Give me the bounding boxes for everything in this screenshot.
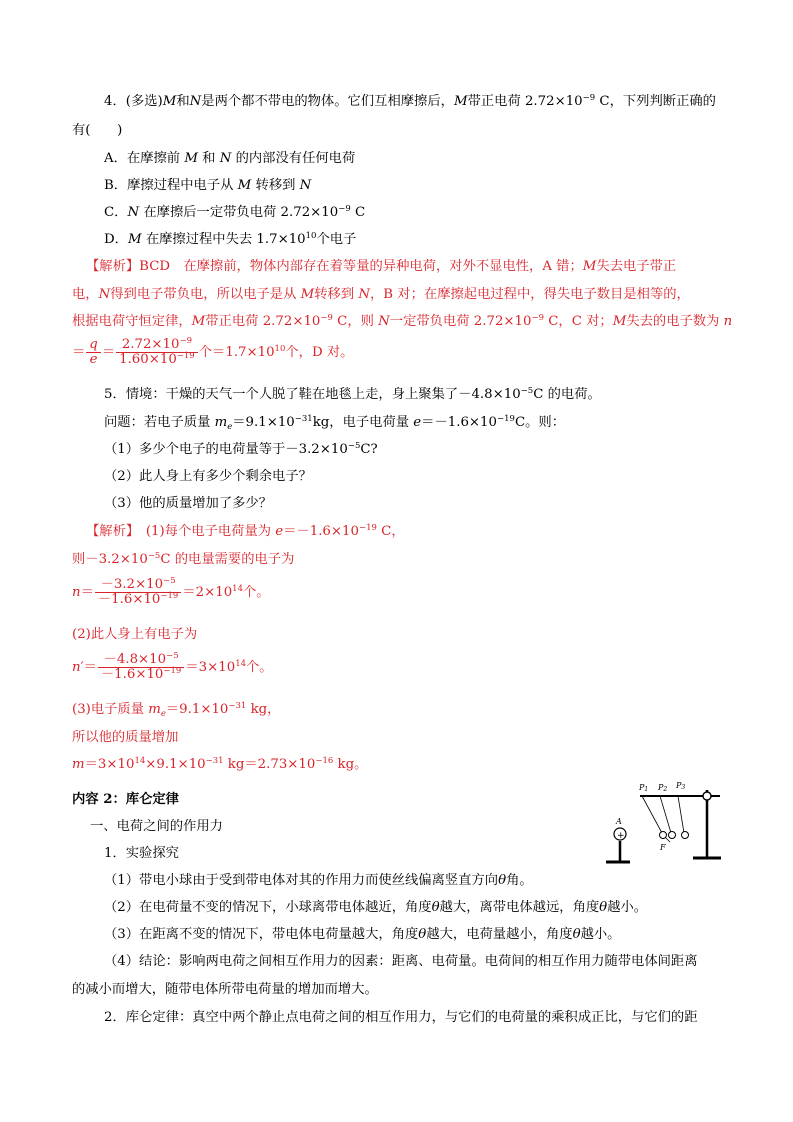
q5-answer-line6: $m=3\times 10^{14}\times 9.1\times 10^{-31}$ $kg=2.73\times 10^{-16}$ kg。 [72, 756, 368, 772]
q4-stem-line2: 有( ) [72, 123, 123, 138]
q5-answer-line5: 所以他的质量增加 [72, 730, 179, 745]
label-p1: P1 [639, 783, 649, 793]
q4-answer-line1: 【解析】BCD 在摩擦前，物体内部存在着等量的异种电荷，对外不显电性，A 错；M失去电子带正 [86, 259, 677, 274]
thread-1 [642, 796, 662, 833]
experiment-conclusion-line2: 的减小而增大，随带电体所带电荷量的增加而增大。 [72, 982, 378, 997]
q4-option-c: C．N 在摩擦后一定带负电荷 $2.72\times 10^{-9}$ C [104, 204, 366, 220]
q5-answer-line2: 则$-3.2\times 10^{-5}C$ 的电量需要的电子为 [72, 551, 295, 567]
experiment-point-1: （1）带电小球由于受到带电体对其的作用力而使丝线偏离竖直方向θ角。 [104, 873, 533, 888]
section-heading-1: 一、电荷之间的作用力 [90, 819, 223, 834]
label-force: F [660, 843, 666, 852]
fraction-charge-over-e: $\frac{2.72\times 10^{-9}}{1.60\times 10^{-19}}$ [116, 338, 198, 367]
section-title: 内容 2：库仑定律 [72, 792, 179, 807]
clamp [703, 792, 711, 800]
q4-option-b: B．摩擦过程中电子从 M 转移到 N [104, 178, 312, 193]
q4-stem-line1: 4．(多选)M和N是两个都不带电的物体。它们互相摩擦后，M带正电荷 $2.72\times 10^{-9}$ C，下列判断正确的 [104, 93, 716, 109]
q5-answer-line3: (2)此人身上有电子为 [72, 627, 198, 642]
experiment-point-2: （2）在电荷量不变的情况下，小球离带电体越近，角度θ越大，离带电体越远，角度θ越小。 [104, 900, 648, 915]
label-a: A [616, 817, 622, 826]
q4-answer-line2: 电，N得到电子带负电，所以电子是从 M转移到 N，B 对；在摩擦起电过程中，得失电子数目是相等的， [72, 287, 690, 302]
label-p2: P2 [658, 783, 668, 793]
q4-answer-line3: 根据电荷守恒定律，M带正电荷 $2.72\times 10^{-9}$ C，则 N一定带负电荷 $2.72\times 10^{-9}$ C，C 对；M失去的电子数为 n [72, 313, 733, 329]
label-p3: P3 [676, 781, 686, 791]
coulomb-law-definition: 2．库仑定律：真空中两个静止点电荷之间的相互作用力，与它们的电荷量的乘积成正比，与它们的距 [104, 1010, 698, 1025]
section-heading-2: 1．实验探究 [104, 846, 179, 861]
fraction-electron-count-1: $\frac{-3.2\times 10^{-5}}{-1.6\times 10^{-19}}$ [95, 578, 181, 607]
svg-text:+: + [617, 831, 625, 841]
fraction-electron-count-2: $\frac{-4.8\times 10^{-5}}{-1.6\times 10^{-19}}$ [98, 653, 184, 682]
q5-subquestion-1: （1）多少个电子的电荷量等于$-3.2\times 10^{-5}C$? [104, 441, 378, 457]
q4-option-d: D．M 在摩擦过程中失去 $1.7\times 10^{10}$个电子 [104, 231, 357, 247]
q5-answer-line1: 【解析】 (1)每个电子电荷量为 $e=-1.6\times 10^{-19}$ C， [86, 523, 405, 539]
q5-stem-line2: 问题：若电子质量 $m_e=9.1\times 10^{-31}kg$，电子电荷量 $e=-1.6\times 10^{-19}C$。则： [104, 414, 566, 432]
thread-2 [660, 796, 671, 833]
q4-answer-formula: ＝ $\frac{q}{e}$ ＝ $\frac{2.72\times 10^{-9}}{1.60\times 10^{-19}}$ 个$=1.7\times 10^{10}$个，D 对。 [72, 336, 354, 367]
q5-answer-formula-2: n′＝ $\frac{-4.8\times 10^{-5}}{-1.6\times 10^{-19}}$ $=3\times 10^{14}$个。 [72, 651, 273, 682]
thread-3 [678, 796, 684, 833]
ball-3 [682, 832, 689, 839]
coulomb-experiment-figure [604, 778, 724, 868]
ball-2 [669, 832, 676, 839]
q5-subquestion-2: （2）此人身上有多少个剩余电子？ [104, 469, 312, 484]
q5-answer-line4: (3)电子质量 $m_e=9.1\times 10^{-31}$ kg， [72, 701, 281, 719]
q5-answer-formula-1: n＝ $\frac{-3.2\times 10^{-5}}{-1.6\times 10^{-19}}$ $=2\times 10^{14}$个。 [72, 576, 270, 607]
fraction-q-over-e: $\frac{q}{e}$ [86, 338, 101, 367]
experiment-point-3: （3）在距离不变的情况下，带电体电荷量越大，角度θ越大，电荷量越小，角度θ越小。 [104, 927, 621, 942]
experiment-conclusion-line1: （4）结论：影响两电荷之间相互作用力的因素：距离、电荷量。电荷间的相互作用力随带电体间距离 [104, 954, 698, 969]
q4-option-a: A．在摩擦前 M 和 N 的内部没有任何电荷 [104, 151, 356, 166]
q5-stem-line1: 5．情境：干燥的天气一个人脱了鞋在地毯上走，身上聚集了$-4.8\times 10^{-5}C$ 的电荷。 [104, 386, 601, 402]
q5-subquestion-3: （3）他的质量增加了多少？ [104, 496, 273, 511]
ball-1 [660, 832, 667, 839]
